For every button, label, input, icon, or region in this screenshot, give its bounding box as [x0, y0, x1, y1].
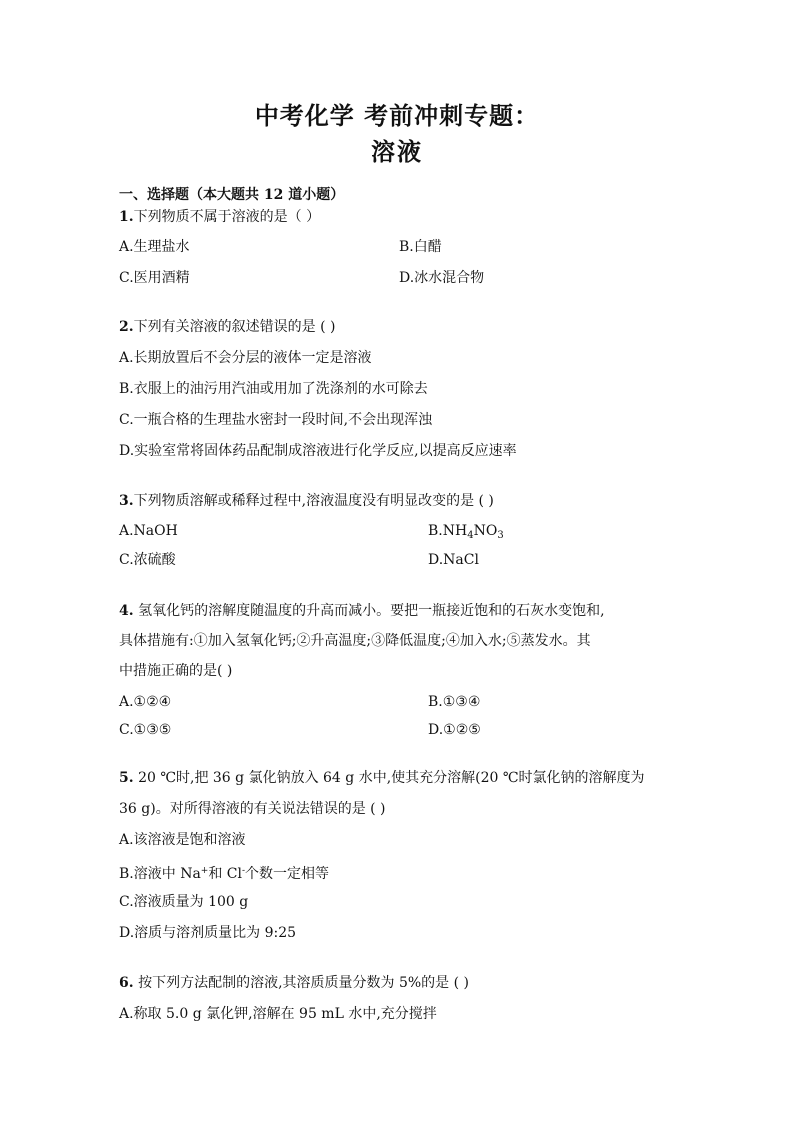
subscript-3: 3	[497, 530, 504, 541]
question-1-stem	[119, 208, 320, 226]
document-title-line1: 中考化学 考前冲刺专题：	[254, 101, 540, 130]
question-4-option-b: B.①③④	[428, 694, 481, 710]
question-2-option-c: C.一瓶合格的生理盐水密封一段时间,不会出现浑浊	[119, 412, 433, 428]
question-2-number: 2.	[119, 319, 134, 335]
option-b-text-mid: NO	[473, 523, 498, 539]
question-2-option-a: A.长期放置后不会分层的液体一定是溶液	[119, 350, 372, 366]
question-4-line1	[119, 602, 605, 620]
question-1-option-d: D.冰水混合物	[399, 270, 485, 286]
option-b-text-mid: 和 Cl	[208, 866, 242, 882]
question-4-line2: 具体措施有:①加入氢氧化钙;②升高温度;③降低温度;④加入水;⑤蒸发水。其	[119, 633, 591, 649]
superscript-plus: +	[200, 866, 209, 876]
question-5-line1	[119, 769, 645, 787]
question-1-option-a: A.生理盐水	[119, 239, 190, 255]
question-1-text: 下列物质不属于溶液的是（ ）	[133, 209, 321, 225]
question-5-option-c: C.溶液质量为 100 g	[119, 894, 249, 910]
question-5-option-d: D.溶质与溶剂质量比为 9:25	[119, 925, 297, 941]
option-b-text-end: 个数一定相等	[245, 866, 330, 882]
question-6-number: 6.	[119, 975, 134, 991]
question-6-text: 按下列方法配制的溶液,其溶质质量分数为 5%的是 ( )	[133, 975, 470, 991]
question-2-stem	[119, 318, 335, 336]
section-heading: 一、选择题（本大题共 12 道小题）	[119, 187, 345, 203]
question-4-option-d: D.①②⑤	[428, 722, 481, 738]
question-1-option-c: C.医用酒精	[119, 270, 190, 286]
option-b-text: B.溶液中 Na	[119, 866, 201, 882]
question-4-option-a: A.①②④	[119, 694, 172, 710]
question-4-number: 4.	[119, 603, 134, 619]
question-5-number: 5.	[119, 770, 134, 786]
question-3-option-b	[428, 522, 504, 545]
question-1-option-b: B.白醋	[399, 239, 442, 255]
question-3-option-a: A.NaOH	[119, 523, 178, 539]
question-3-stem	[119, 492, 494, 510]
question-5-option-b	[119, 862, 329, 883]
superscript-minus: -	[241, 866, 246, 876]
document-title-line2: 溶液	[371, 137, 423, 166]
question-3-option-d: D.NaCl	[428, 552, 479, 568]
question-4-option-c: C.①③⑤	[119, 722, 172, 738]
question-3-text: 下列物质溶解或稀释过程中,溶液温度没有明显改变的是 ( )	[133, 493, 494, 509]
subscript-4: 4	[467, 530, 474, 541]
question-2-text: 下列有关溶液的叙述错误的是 ( )	[133, 319, 336, 335]
question-5-line2: 36 g)。对所得溶液的有关说法错误的是 ( )	[119, 801, 386, 817]
question-2-option-d: D.实验室常将固体药品配制成溶液进行化学反应,以提高反应速率	[119, 443, 517, 459]
question-3-option-c: C.浓硫酸	[119, 552, 176, 568]
question-5-text: 20 ℃时,把 36 g 氯化钠放入 64 g 水中,使其充分溶解(20 ℃时氯化钠的溶解度为	[133, 770, 645, 786]
question-4-line3: 中措施正确的是( )	[119, 663, 233, 679]
question-6-stem	[119, 974, 469, 992]
question-4-text: 氢氧化钙的溶解度随温度的升高而减小。要把一瓶接近饱和的石灰水变饱和,	[133, 603, 605, 619]
question-1-number: 1.	[119, 209, 134, 225]
question-3-number: 3.	[119, 493, 134, 509]
question-5-option-a: A.该溶液是饱和溶液	[119, 832, 246, 848]
question-2-option-b: B.衣服上的油污用汽油或用加了洗涤剂的水可除去	[119, 381, 428, 397]
option-b-text: B.NH	[428, 523, 468, 539]
question-6-option-a: A.称取 5.0 g 氯化钾,溶解在 95 mL 水中,充分搅拌	[119, 1006, 437, 1022]
